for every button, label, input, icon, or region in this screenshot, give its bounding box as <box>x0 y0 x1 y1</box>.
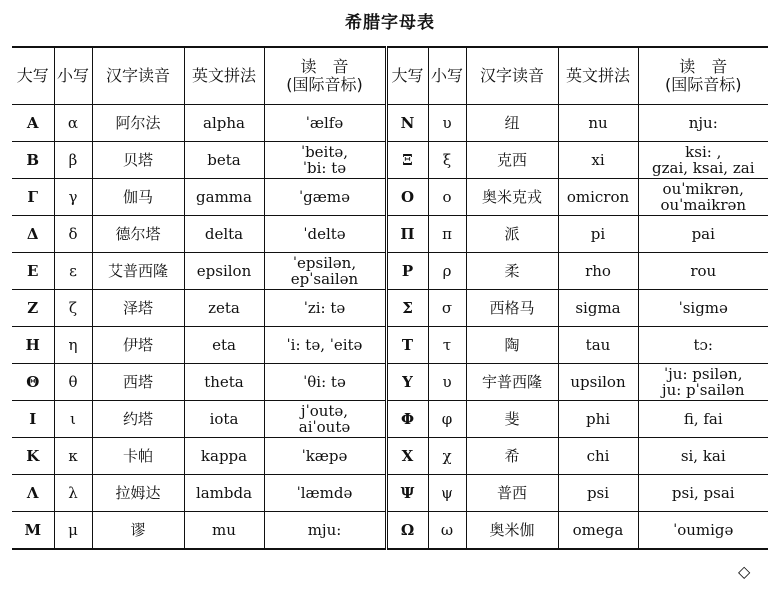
ipa-line: ˈju: psilən, <box>664 365 743 383</box>
english-spelling-cell: xi <box>558 142 638 179</box>
greek-uppercase-cell: P <box>386 253 428 290</box>
header-lower: 小写 <box>54 47 92 105</box>
chinese-reading-cell: 伽马 <box>92 179 184 216</box>
greek-lowercase-cell: ρ <box>428 253 466 290</box>
header-upper: 大写 <box>12 47 54 105</box>
greek-uppercase-cell: T <box>386 327 428 364</box>
ipa-line: ˈgæmə <box>299 188 350 206</box>
table-row <box>12 290 768 327</box>
header-pronunciation-line1: 读 音 <box>679 57 728 76</box>
ipa-line: ˈepsilən, <box>292 254 357 272</box>
greek-lowercase-cell: κ <box>54 438 92 475</box>
greek-uppercase-cell: B <box>12 142 54 179</box>
header-pronunciation <box>638 47 768 105</box>
header-lower: 小写 <box>428 47 466 105</box>
ipa-line: ju: pˈsailən <box>661 381 745 399</box>
english-spelling-cell: sigma <box>558 290 638 327</box>
ipa-line: ˈoumigə <box>673 521 734 539</box>
greek-lowercase-cell: σ <box>428 290 466 327</box>
ipa-line: epˈsailən <box>290 270 359 288</box>
ipa-line: psi, psai <box>671 484 735 502</box>
chinese-reading-cell: 泽塔 <box>92 290 184 327</box>
english-spelling-cell: pi <box>558 216 638 253</box>
chinese-reading-cell: 谬 <box>92 512 184 550</box>
chinese-reading-cell: 纽 <box>466 105 558 142</box>
chinese-reading-cell: 西格马 <box>466 290 558 327</box>
chinese-reading-cell: 奥米克戎 <box>466 179 558 216</box>
greek-uppercase-cell: Π <box>386 216 428 253</box>
greek-uppercase-cell: I <box>12 401 54 438</box>
greek-lowercase-cell: τ <box>428 327 466 364</box>
greek-lowercase-cell: ζ <box>54 290 92 327</box>
greek-lowercase-cell: φ <box>428 401 466 438</box>
greek-uppercase-cell: Λ <box>12 475 54 512</box>
greek-uppercase-cell: Ψ <box>386 475 428 512</box>
ipa-pronunciation-cell <box>264 512 386 550</box>
ipa-pronunciation-cell <box>264 327 386 364</box>
greek-uppercase-cell: Φ <box>386 401 428 438</box>
ipa-line: ˈsigmə <box>678 299 728 317</box>
greek-uppercase-cell: Z <box>12 290 54 327</box>
ipa-line: ˈlæmdə <box>296 484 353 502</box>
greek-uppercase-cell: Ω <box>386 512 428 550</box>
ipa-pronunciation-cell <box>264 253 386 290</box>
ipa-pronunciation-cell <box>638 105 768 142</box>
ipa-line: ˈbeitə, <box>300 143 349 161</box>
greek-lowercase-cell: α <box>54 105 92 142</box>
chinese-reading-cell: 斐 <box>466 401 558 438</box>
greek-lowercase-cell: ι <box>54 401 92 438</box>
ipa-pronunciation-cell <box>264 475 386 512</box>
chinese-reading-cell: 派 <box>466 216 558 253</box>
chinese-reading-cell: 艾普西隆 <box>92 253 184 290</box>
diamond-outline-icon[interactable]: ◇ <box>738 562 751 581</box>
ipa-pronunciation-cell <box>638 475 768 512</box>
ipa-line: gzai, ksai, zai <box>652 159 755 177</box>
english-spelling-cell: alpha <box>184 105 264 142</box>
greek-lowercase-cell: χ <box>428 438 466 475</box>
ipa-pronunciation-cell <box>264 364 386 401</box>
ipa-pronunciation-cell <box>264 216 386 253</box>
table-row <box>12 142 768 179</box>
greek-uppercase-cell: X <box>386 438 428 475</box>
ipa-line: ouˈmikrən, <box>662 180 744 198</box>
ipa-pronunciation-cell <box>638 179 768 216</box>
table-row <box>12 105 768 142</box>
english-spelling-cell: lambda <box>184 475 264 512</box>
ipa-line: pai <box>691 225 715 243</box>
ipa-pronunciation-cell <box>638 364 768 401</box>
greek-uppercase-cell: Γ <box>12 179 54 216</box>
greek-lowercase-cell: η <box>54 327 92 364</box>
chinese-reading-cell: 拉姆达 <box>92 475 184 512</box>
greek-lowercase-cell: υ <box>428 364 466 401</box>
english-spelling-cell: nu <box>558 105 638 142</box>
greek-uppercase-cell: K <box>12 438 54 475</box>
greek-uppercase-cell: Υ <box>386 364 428 401</box>
greek-lowercase-cell: λ <box>54 475 92 512</box>
header-pronunciation-line2: (国际音标) <box>286 75 363 94</box>
ipa-pronunciation-cell <box>638 216 768 253</box>
ipa-line: aiˈoutə <box>298 418 351 436</box>
english-spelling-cell: tau <box>558 327 638 364</box>
header-hanzi: 汉字读音 <box>466 47 558 105</box>
english-spelling-cell: delta <box>184 216 264 253</box>
english-spelling-cell: upsilon <box>558 364 638 401</box>
header-upper: 大写 <box>386 47 428 105</box>
ipa-line: ˈzi: tə <box>303 299 346 317</box>
chinese-reading-cell: 普西 <box>466 475 558 512</box>
chinese-reading-cell: 陶 <box>466 327 558 364</box>
english-spelling-cell: psi <box>558 475 638 512</box>
ipa-line: ksi: , <box>685 143 722 161</box>
english-spelling-cell: beta <box>184 142 264 179</box>
ipa-line: jˈoutə, <box>300 402 349 420</box>
greek-lowercase-cell: δ <box>54 216 92 253</box>
ipa-line: rou <box>690 262 717 280</box>
table-row <box>12 401 768 438</box>
header-pronunciation-line2: (国际音标) <box>665 75 742 94</box>
greek-lowercase-cell: γ <box>54 179 92 216</box>
ipa-pronunciation-cell <box>638 438 768 475</box>
header-pronunciation <box>264 47 386 105</box>
greek-lowercase-cell: θ <box>54 364 92 401</box>
chinese-reading-cell: 阿尔法 <box>92 105 184 142</box>
english-spelling-cell: theta <box>184 364 264 401</box>
ipa-line: ˈθi: tə <box>303 373 346 391</box>
english-spelling-cell: omicron <box>558 179 638 216</box>
greek-uppercase-cell: Θ <box>12 364 54 401</box>
table-row <box>12 216 768 253</box>
ipa-pronunciation-cell <box>264 179 386 216</box>
english-spelling-cell: omega <box>558 512 638 550</box>
ipa-line: mju: <box>307 521 342 539</box>
header-pronunciation-line1: 读 音 <box>300 57 349 76</box>
ipa-pronunciation-cell <box>264 290 386 327</box>
ipa-line: tɔ: <box>693 336 713 354</box>
table-row <box>12 438 768 475</box>
header-hanzi: 汉字读音 <box>92 47 184 105</box>
english-spelling-cell: epsilon <box>184 253 264 290</box>
chinese-reading-cell: 希 <box>466 438 558 475</box>
ipa-line: si, kai <box>680 447 726 465</box>
greek-lowercase-cell: ξ <box>428 142 466 179</box>
ipa-line: ˈælfə <box>305 114 344 132</box>
chinese-reading-cell: 德尔塔 <box>92 216 184 253</box>
table-row <box>12 475 768 512</box>
chinese-reading-cell: 卡帕 <box>92 438 184 475</box>
greek-alphabet-table <box>12 46 768 550</box>
table-row <box>12 364 768 401</box>
table-row <box>12 327 768 364</box>
ipa-pronunciation-cell <box>264 438 386 475</box>
table-row <box>12 253 768 290</box>
greek-lowercase-cell: υ <box>428 105 466 142</box>
table-row <box>12 179 768 216</box>
greek-uppercase-cell: H <box>12 327 54 364</box>
ipa-pronunciation-cell <box>638 512 768 550</box>
ipa-pronunciation-cell <box>264 142 386 179</box>
ipa-pronunciation-cell <box>638 327 768 364</box>
header-row <box>12 47 768 105</box>
english-spelling-cell: gamma <box>184 179 264 216</box>
table-body <box>12 105 768 550</box>
ipa-line: fi, fai <box>683 410 723 428</box>
ipa-line: ˈdeltə <box>303 225 346 243</box>
greek-lowercase-cell: ε <box>54 253 92 290</box>
english-spelling-cell: iota <box>184 401 264 438</box>
chinese-reading-cell: 伊塔 <box>92 327 184 364</box>
greek-lowercase-cell: o <box>428 179 466 216</box>
header-english: 英文拼法 <box>184 47 264 105</box>
chinese-reading-cell: 奥米伽 <box>466 512 558 550</box>
ipa-pronunciation-cell <box>264 105 386 142</box>
greek-lowercase-cell: ψ <box>428 475 466 512</box>
ipa-pronunciation-cell <box>264 401 386 438</box>
ipa-pronunciation-cell <box>638 401 768 438</box>
ipa-pronunciation-cell <box>638 290 768 327</box>
greek-uppercase-cell: Σ <box>386 290 428 327</box>
ipa-pronunciation-cell <box>638 142 768 179</box>
greek-uppercase-cell: E <box>12 253 54 290</box>
english-spelling-cell: eta <box>184 327 264 364</box>
english-spelling-cell: chi <box>558 438 638 475</box>
chinese-reading-cell: 宇普西隆 <box>466 364 558 401</box>
greek-uppercase-cell: A <box>12 105 54 142</box>
chinese-reading-cell: 柔 <box>466 253 558 290</box>
table-row <box>12 512 768 550</box>
header-english: 英文拼法 <box>558 47 638 105</box>
greek-lowercase-cell: π <box>428 216 466 253</box>
greek-uppercase-cell: O <box>386 179 428 216</box>
greek-uppercase-cell: N <box>386 105 428 142</box>
greek-uppercase-cell: Ξ <box>386 142 428 179</box>
chinese-reading-cell: 克西 <box>466 142 558 179</box>
ipa-line: ˈbi: tə <box>302 159 347 177</box>
english-spelling-cell: rho <box>558 253 638 290</box>
english-spelling-cell: mu <box>184 512 264 550</box>
greek-lowercase-cell: μ <box>54 512 92 550</box>
chinese-reading-cell: 约塔 <box>92 401 184 438</box>
english-spelling-cell: kappa <box>184 438 264 475</box>
greek-uppercase-cell: Δ <box>12 216 54 253</box>
greek-lowercase-cell: β <box>54 142 92 179</box>
ipa-line: ouˈmaikrən <box>660 196 747 214</box>
ipa-pronunciation-cell <box>638 253 768 290</box>
ipa-line: ˈkæpə <box>301 447 348 465</box>
greek-lowercase-cell: ω <box>428 512 466 550</box>
english-spelling-cell: phi <box>558 401 638 438</box>
english-spelling-cell: zeta <box>184 290 264 327</box>
chinese-reading-cell: 贝塔 <box>92 142 184 179</box>
chinese-reading-cell: 西塔 <box>92 364 184 401</box>
page-title: 希腊字母表 <box>345 13 435 33</box>
greek-uppercase-cell: M <box>12 512 54 550</box>
ipa-line: ˈi: tə, ˈeitə <box>286 336 363 354</box>
ipa-line: nju: <box>688 114 718 132</box>
